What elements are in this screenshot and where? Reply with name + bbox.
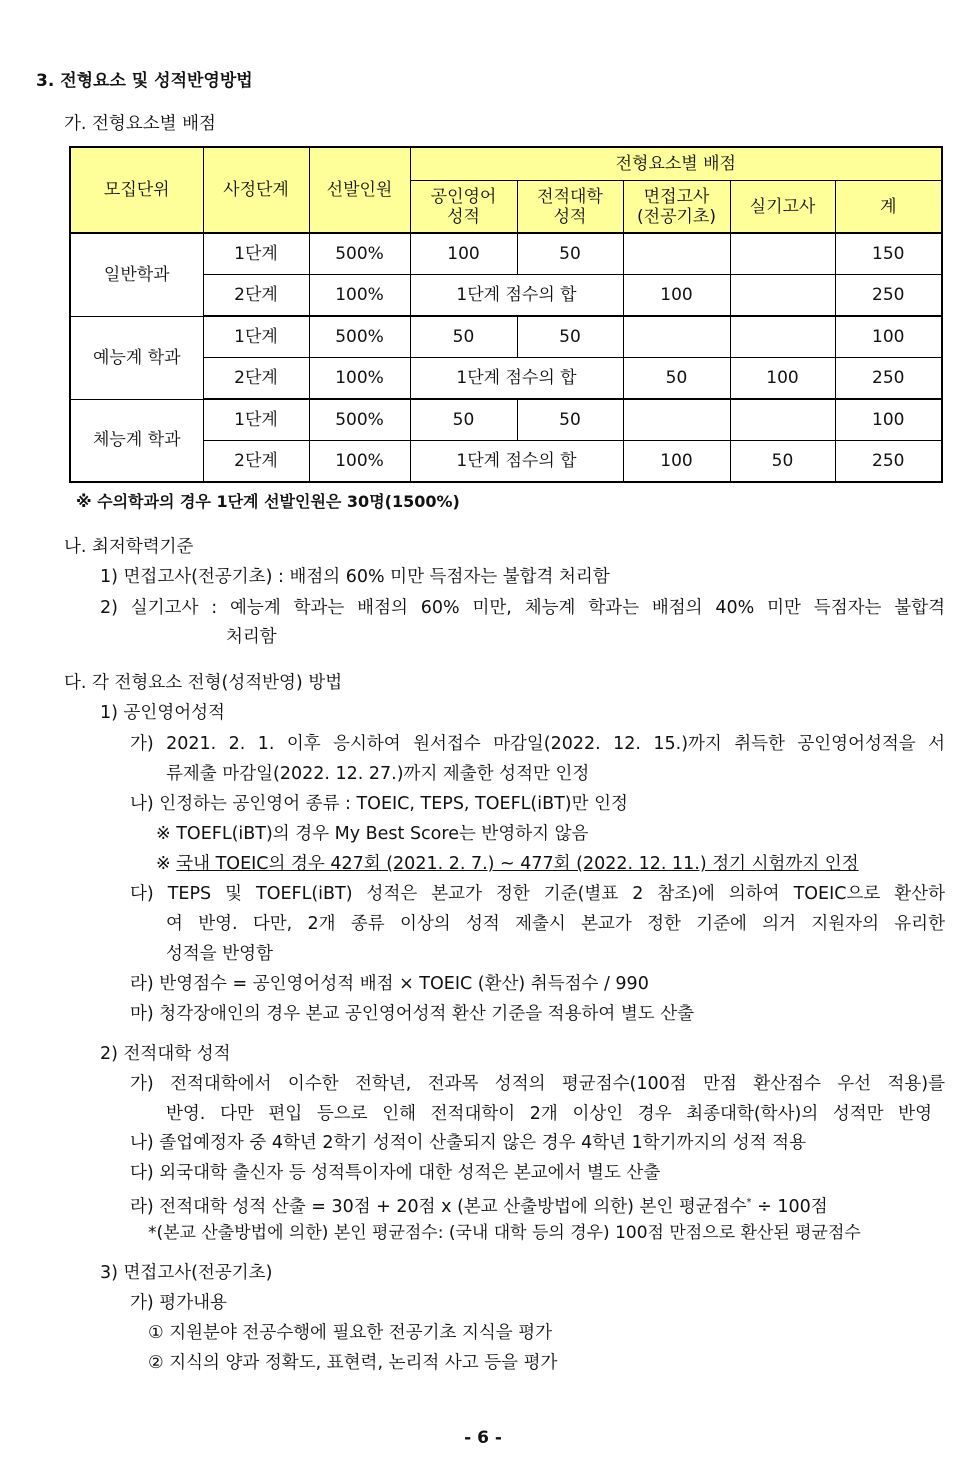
- english-cell: 50: [410, 399, 517, 441]
- practical-cell: [730, 275, 835, 317]
- score-table: [69, 146, 943, 483]
- interview-content-1: ① 지원분야 전공수행에 필요한 전공기초 지식을 평가: [148, 1323, 553, 1343]
- interview-cell: 100: [623, 441, 730, 483]
- table-note: ※ 수의학과의 경우 1단계 선발인원은 30명(1500%): [76, 492, 460, 511]
- stage-cell: 1단계: [203, 316, 309, 358]
- header-interview: 면접고사 (전공기초): [623, 181, 730, 234]
- interview-cell: [623, 233, 730, 275]
- prev-cell: 50: [517, 399, 623, 441]
- unit-cell: 일반학과: [70, 233, 203, 316]
- merged-cell: 1단계 점수의 합: [410, 358, 623, 400]
- table-row: [70, 316, 942, 358]
- header-stage: 사정단계: [203, 147, 309, 233]
- prev-cell: 50: [517, 316, 623, 358]
- prev-item-ga-cont: 반영. 다만 편입 등으로 인해 전적대학이 2개 이상인 경우 최종대학(학사)의 성적만 반영: [166, 1104, 932, 1124]
- header-select: 선발인원: [309, 147, 410, 233]
- prev-college-title: 2) 전적대학 성적: [100, 1044, 231, 1064]
- select-cell: 500%: [309, 399, 410, 441]
- header-total: 계: [835, 181, 942, 234]
- english-item-na: 나) 인정하는 공인영어 종류 : TOEIC, TEPS, TOEFL(iBT)만 인정: [130, 794, 628, 814]
- english-note-1: ※ TOEFL(iBT)의 경우 My Best Score는 반영하지 않음: [156, 824, 589, 844]
- total-cell: 100: [835, 399, 942, 441]
- english-score-title: 1) 공인영어성적: [100, 703, 225, 723]
- stage-cell: 2단계: [203, 275, 309, 317]
- select-cell: 500%: [309, 316, 410, 358]
- header-english: 공인영어 성적: [410, 181, 517, 234]
- section-heading: 3. 전형요소 및 성적반영방법: [36, 71, 253, 91]
- english-item-ma: 마) 청각장애인의 경우 본교 공인영어성적 환산 기준을 적용하여 별도 산출: [130, 1004, 695, 1024]
- english-item-ga-cont: 류제출 마감일(2022. 12. 27.)까지 제출한 성적만 인정: [166, 764, 590, 784]
- prev-cell: 50: [517, 233, 623, 275]
- practical-cell: 50: [730, 441, 835, 483]
- interview-cell: 50: [623, 358, 730, 400]
- interview-content-2: ② 지식의 양과 정확도, 표현력, 논리적 사고 등을 평가: [148, 1353, 558, 1373]
- total-cell: 150: [835, 233, 942, 275]
- select-cell: 500%: [309, 233, 410, 275]
- stage-cell: 1단계: [203, 399, 309, 441]
- english-cell: 50: [410, 316, 517, 358]
- interview-title: 3) 면접고사(전공기초): [100, 1263, 273, 1283]
- english-item-da-cont: 여 반영. 다만, 2개 종류 이상의 성적 제출시 본교가 정한 기준에 의거 지원자의 유리한: [166, 914, 945, 934]
- page-number: - 6 -: [464, 1428, 502, 1448]
- english-item-ga: 가) 2021. 2. 1. 이후 응시하여 원서접수 마감일(2022. 12. 15.)까지 취득한 공인영어성적을 서: [130, 734, 945, 754]
- select-cell: 100%: [309, 441, 410, 483]
- interview-cell: [623, 399, 730, 441]
- header-unit: 모집단위: [70, 147, 203, 233]
- english-cell: 100: [410, 233, 517, 275]
- min-standard-item-2-cont: 처리함: [226, 627, 277, 647]
- practical-cell: [730, 316, 835, 358]
- header-prev-college: 전적대학 성적: [517, 181, 623, 234]
- interview-item-ga: 가) 평가내용: [130, 1293, 227, 1313]
- total-cell: 250: [835, 275, 942, 317]
- min-standard-item-2: 2) 실기고사 : 예능계 학과는 배점의 60% 미만, 체능계 학과는 배점의 40% 미만 득점자는 불합격: [100, 598, 945, 618]
- stage-cell: 2단계: [203, 358, 309, 400]
- table-row: [70, 399, 942, 441]
- header-practical: 실기고사: [730, 181, 835, 234]
- prev-footnote: *(본교 산출방법에 의한) 본인 평균점수: (국내 대학 등의 경우) 100점 만점으로 환산된 평균점수: [148, 1223, 861, 1243]
- unit-cell: 체능계 학과: [70, 399, 203, 482]
- header-score-group: 전형요소별 배점: [410, 147, 942, 181]
- subsection-title-c: 다. 각 전형요소 전형(성적반영) 방법: [64, 673, 343, 693]
- prev-item-ra: 라) 전적대학 성적 산출 = 30점 + 20점 x (본교 산출방법에 의한) 본인 평균점수* ÷ 100점: [130, 1196, 828, 1217]
- merged-cell: 1단계 점수의 합: [410, 275, 623, 317]
- merged-cell: 1단계 점수의 합: [410, 441, 623, 483]
- total-cell: 250: [835, 358, 942, 400]
- min-standard-item-1: 1) 면접고사(전공기초) : 배점의 60% 미만 득점자는 불합격 처리함: [100, 567, 610, 587]
- english-item-da: 다) TEPS 및 TOEFL(iBT) 성적은 본교가 정한 기준(별표 2 참조)에 의하여 TOEIC으로 환산하: [130, 884, 945, 904]
- english-item-ra: 라) 반영점수 = 공인영어성적 배점 × TOEIC (환산) 취득점수 / 990: [130, 974, 649, 994]
- table-row: [70, 233, 942, 275]
- interview-cell: [623, 316, 730, 358]
- interview-cell: 100: [623, 275, 730, 317]
- total-cell: 250: [835, 441, 942, 483]
- stage-cell: 2단계: [203, 441, 309, 483]
- subsection-title-b: 나. 최저학력기준: [64, 537, 194, 557]
- prev-item-ga: 가) 전적대학에서 이수한 전학년, 전과목 성적의 평균점수(100점 만점 환산점수 우선 적용)를: [130, 1074, 945, 1094]
- prev-item-na: 나) 졸업예정자 중 4학년 2학기 성적이 산출되지 않은 경우 4학년 1학기까지의 성적 적용: [130, 1133, 806, 1153]
- select-cell: 100%: [309, 275, 410, 317]
- practical-cell: 100: [730, 358, 835, 400]
- total-cell: 100: [835, 316, 942, 358]
- english-note-2: ※ 국내 TOEIC의 경우 427회 (2021. 2. 7.) ~ 477회 (2022. 12. 11.) 정기 시험까지 인정: [156, 854, 859, 874]
- practical-cell: [730, 399, 835, 441]
- prev-item-da: 다) 외국대학 출신자 등 성적특이자에 대한 성적은 본교에서 별도 산출: [130, 1163, 661, 1183]
- unit-cell: 예능계 학과: [70, 316, 203, 399]
- stage-cell: 1단계: [203, 233, 309, 275]
- practical-cell: [730, 233, 835, 275]
- select-cell: 100%: [309, 358, 410, 400]
- english-item-da-cont2: 성적을 반영함: [166, 944, 273, 964]
- subsection-title-a: 가. 전형요소별 배점: [64, 114, 216, 134]
